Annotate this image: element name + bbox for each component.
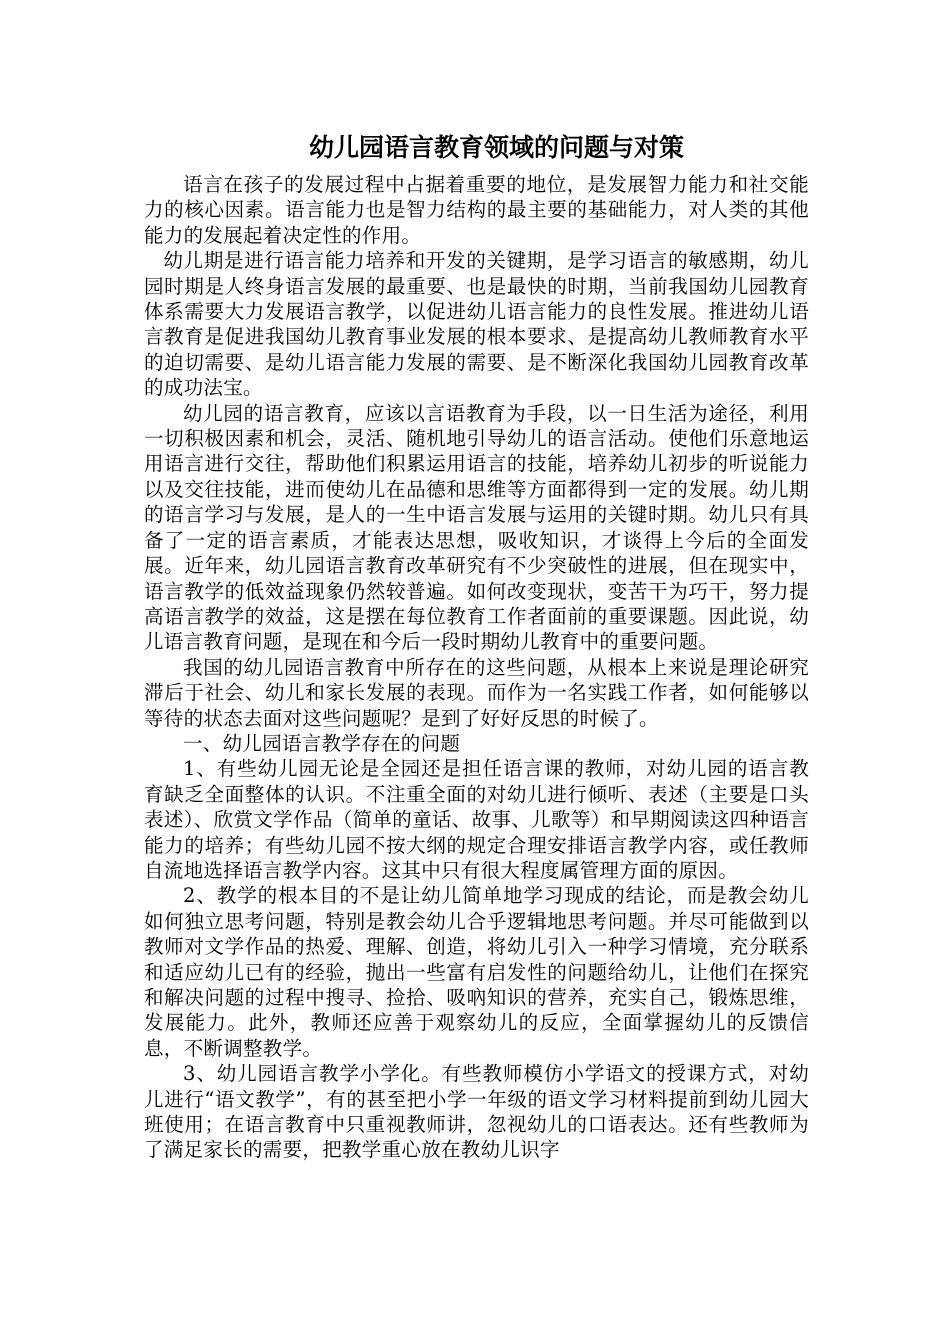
paragraph-problems-overview: 我国的幼儿园语言教育中所存在的这些问题，从根本上来说是理论研究滞后于社会、幼儿和家长发展的表现。而作为一名实践工作者，如何能够以等待的状态去面对这些问题呢？是到了好好反思的时候了。 [144,655,809,730]
paragraph-problem-1: 1、有些幼儿园无论是全园还是担任语言课的教师，对幼儿园的语言教育缺乏全面整体的认识。不注重全面的对幼儿进行倾听、表述（主要是口头表述）、欣赏文学作品（简单的童话、故事、儿歌等）和早期阅读这四种语言能力的培养；有些幼儿园不按大纲的规定合理安排语言教学内容，或任教师自流地选择语言教学内容。这其中只有很大程度属管理方面的原因。 [144,757,809,882]
paragraph-language-education: 幼儿园的语言教育，应该以言语教育为手段，以一日生活为途径，利用一切积极因素和机会，灵活、随机地引导幼儿的语言活动。使他们乐意地运用语言进行交往，帮助他们积累运用语言的技能，培养幼儿初步的听说能力以及交往技能，进而使幼儿在品德和思维等方面都得到一定的发展。幼儿期的语言学习与发展，是人的一生中语言发展与运用的关键时期。幼儿只有具备了一定的语言素质，才能表达思想，吸收知识，才谈得上今后的全面发展。近年来，幼儿园语言教育改革研究有不少突破性的进展，但在现实中，语言教学的低效益现象仍然较普遍。如何改变现状，变苦干为巧干，努力提高语言教学的效益，这是摆在每位教育工作者面前的重要课题。因此说，幼儿语言教育问题，是现在和今后一段时期幼儿教育中的重要问题。 [144,401,809,654]
document-page [144,130,809,1163]
paragraph-intro: 语言在孩子的发展过程中占据着重要的地位，是发展智力能力和社交能力的核心因素。语言能力也是智力结构的最主要的基础能力，对人类的其他能力的发展起着决定性的作用。 [144,173,809,247]
paragraph-problem-3: 3、幼儿园语言教学小学化。有些教师模仿小学语文的授课方式，对幼儿进行“语文教学”，有的甚至把小学一年级的语文学习材料提前到幼儿园大班使用；在语言教育中只重视教师讲，忽视幼儿的口语表达。还有些教师为了满足家长的需要，把教学重心放在教幼儿识字 [144,1062,809,1162]
document-title: 幼儿园语言教育领域的问题与对策 [308,133,684,162]
paragraph-problem-2: 2、教学的根本目的不是让幼儿简单地学习现成的结论，而是教会幼儿如何独立思考问题，特别是教会幼儿合乎逻辑地思考问题。并尽可能做到以教师对文学作品的热爱、理解、创造，将幼儿引入一种学习情境，充分联系和适应幼儿已有的经验，抛出一些富有启发性的问题给幼儿，让他们在探究和解决问题的过程中搜寻、捡拾、吸吶知识的营养，充实自己，锻炼思维，发展能力。此外，教师还应善于观察幼儿的反应，全面掌握幼儿的反馈信息，不断调整教学。 [144,884,809,1060]
section-heading-problems: 一、幼儿园语言教学存在的问题 [183,731,461,755]
paragraph-critical-period: 幼儿期是进行语言能力培养和开发的关键期，是学习语言的敏感期，幼儿园时期是人终身语言发展的最重要、也是最快的时期，当前我国幼儿园教育体系需要大力发展语言教学，以促进幼儿语言能力的良性发展。推进幼儿语言教育是促进我国幼儿教育事业发展的根本要求、是提高幼儿教师教育水平的迫切需要、是幼儿语言能力发展的需要、是不断深化我国幼儿园教育改革的成功法宝。 [144,249,809,400]
